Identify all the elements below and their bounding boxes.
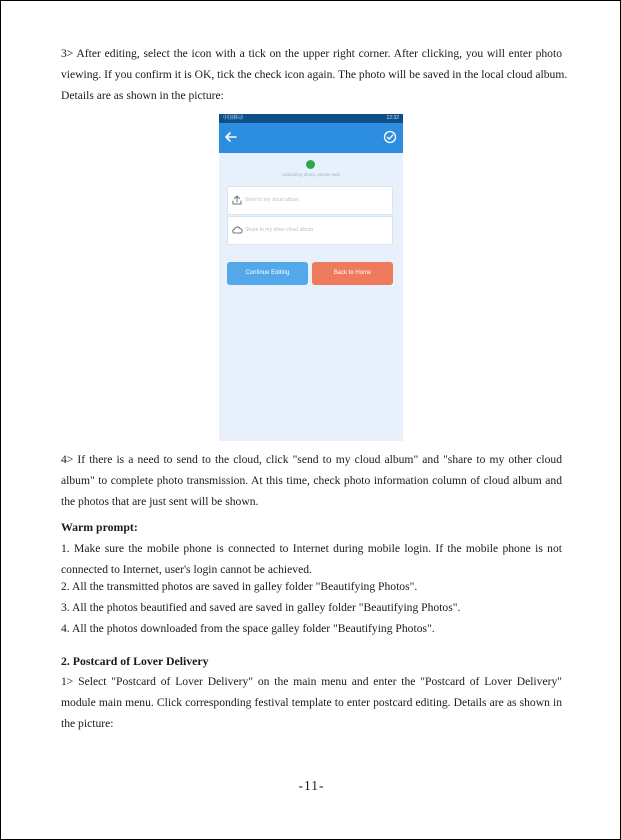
step-3-line-2: viewing. If you confirm it is OK, tick the check icon again. The photo will be saved in the local cloud album. bbox=[61, 68, 568, 81]
share-cloud-label: Share to my other cloud album bbox=[245, 227, 314, 233]
send-cloud-label: Send to my cloud album bbox=[245, 197, 299, 203]
warm-prompt-item-3: 3. All the photos beautified and saved are saved in galley folder "Beautifying Photos". bbox=[61, 601, 461, 614]
status-time: 12:32 bbox=[386, 115, 399, 121]
warm-prompt-item-1-line-2: connected to Internet, user's login cannot be achieved. bbox=[61, 563, 312, 576]
status-bar bbox=[219, 114, 403, 123]
page-number: -11- bbox=[298, 778, 325, 793]
step-3-line-3: Details are as shown in the picture: bbox=[61, 89, 224, 102]
back-to-home-button[interactable]: Back to Home bbox=[312, 262, 393, 285]
send-cloud-option[interactable] bbox=[227, 186, 393, 215]
upload-progress-label: Uploading photo, please wait bbox=[282, 172, 340, 177]
step-3-paragraph bbox=[61, 43, 568, 106]
section-2-line-2: module main menu. Click corresponding festival template to enter postcard editing. Details are as shown in bbox=[61, 696, 562, 709]
app-bar bbox=[219, 123, 403, 153]
section-2-line-1: 1> Select "Postcard of Lover Delivery" on the main menu and enter the "Postcard of Lover Delivery" bbox=[61, 675, 562, 688]
upload-icon bbox=[231, 194, 243, 206]
warm-prompt-item-4: 4. All the photos downloaded from the space galley folder "Beautifying Photos". bbox=[61, 622, 435, 635]
continue-editing-button[interactable]: Continue Editing bbox=[227, 262, 308, 285]
step-4-line-1: 4> If there is a need to send to the cloud, click "send to my cloud album" and "share to my other cloud bbox=[61, 453, 562, 466]
step-3-line-1: 3> After editing, select the icon with a tick on the upper right corner. After clicking, you will enter photo bbox=[61, 47, 562, 60]
step-4-line-3: the photos that are just sent will be shown. bbox=[61, 495, 259, 508]
section-2-heading: 2. Postcard of Lover Delivery bbox=[61, 654, 209, 668]
warm-prompt-item-1-line-1: 1. Make sure the mobile phone is connected to Internet during mobile login. If the mobile phone is not bbox=[61, 542, 562, 555]
section-2-paragraph bbox=[61, 671, 562, 734]
upload-progress-dot bbox=[306, 160, 315, 169]
tick-confirm-icon[interactable] bbox=[383, 130, 397, 144]
warm-prompt-item-1 bbox=[61, 538, 562, 580]
warm-prompt-heading: Warm prompt: bbox=[61, 520, 138, 534]
phone-screenshot bbox=[219, 114, 403, 441]
cloud-icon bbox=[231, 224, 243, 236]
step-4-line-2: album" to complete photo transmission. At this time, check photo information column of cloud album and bbox=[61, 474, 562, 487]
warm-prompt-item-2: 2. All the transmitted photos are saved in galley folder "Beautifying Photos". bbox=[61, 580, 418, 593]
step-4-paragraph bbox=[61, 449, 562, 512]
section-2-line-3: the picture: bbox=[61, 717, 114, 730]
share-cloud-option[interactable] bbox=[227, 216, 393, 245]
status-carrier: 中国移动 bbox=[223, 115, 244, 121]
back-arrow-icon[interactable] bbox=[224, 130, 238, 144]
